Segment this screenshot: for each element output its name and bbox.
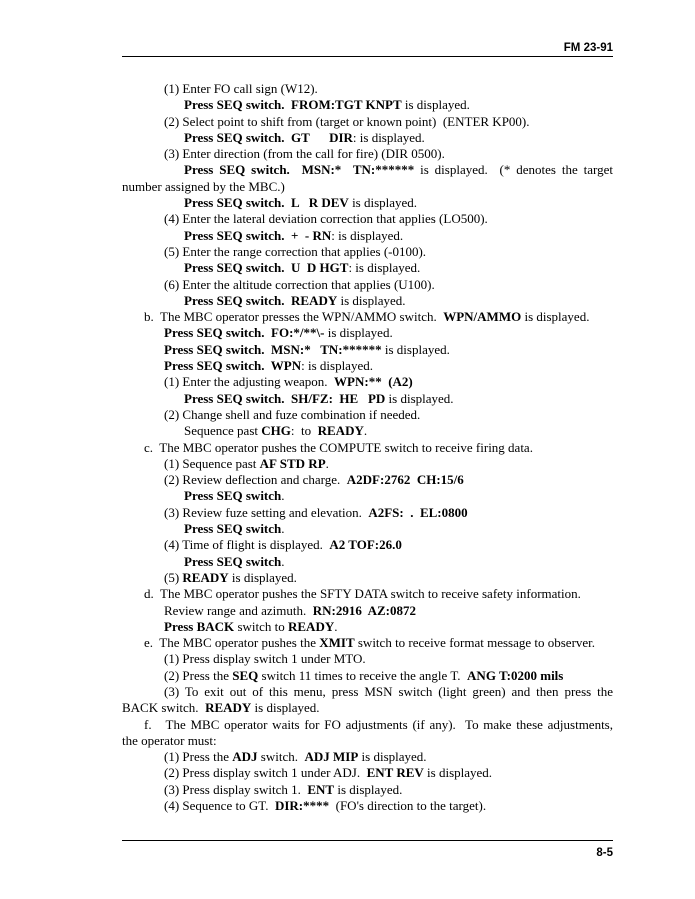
text-run: .: [281, 553, 285, 569]
text-line: [122, 554, 613, 570]
text-line: [122, 733, 613, 749]
bold-text: Press SEQ switch. L R DEV: [184, 195, 349, 211]
bold-text: Press SEQ switch. MSN:* TN:******: [164, 341, 382, 357]
text-line: [122, 325, 613, 341]
text-line: [122, 472, 613, 488]
text-line: [122, 342, 613, 358]
text-line: [122, 195, 613, 211]
text-run: (4) Time of flight is displayed.: [164, 537, 330, 553]
text-line: [122, 765, 613, 781]
text-line: [122, 374, 613, 390]
bold-text: Press SEQ switch. WPN: [164, 358, 302, 374]
text-run: switch 11 times to receive the angle T.: [258, 667, 468, 683]
text-line: [122, 537, 613, 553]
text-line: [122, 260, 613, 276]
text-run: (4) Sequence to GT.: [164, 798, 275, 814]
text-run: (1) Press the: [164, 749, 233, 765]
text-run: (4) Enter the lateral deviation correction that applies (LO500).: [164, 211, 488, 227]
text-line: [122, 586, 613, 602]
text-run: .: [281, 488, 285, 504]
text-run: : is displayed.: [301, 358, 373, 374]
text-line: [122, 162, 613, 178]
text-run: Sequence past: [184, 423, 262, 439]
text-line: [122, 97, 613, 113]
text-run: is displayed.: [381, 341, 450, 357]
bold-text: READY: [317, 423, 364, 439]
bold-text: ADJ MIP: [304, 749, 359, 765]
text-run: (1) Press display switch 1 under MTO.: [164, 651, 366, 667]
text-line: [122, 114, 613, 130]
text-run: number assigned by the MBC.): [122, 178, 285, 194]
text-run: (2) Review deflection and charge.: [164, 472, 347, 488]
text-run: is displayed.: [385, 390, 454, 406]
bold-text: Press SEQ switch. FO:*/**\-: [164, 325, 325, 341]
text-line: [122, 651, 613, 667]
text-run: is displayed.: [324, 325, 393, 341]
text-line: [122, 488, 613, 504]
bold-text: Press SEQ switch. GT DIR: [184, 129, 353, 145]
page-number: 8-5: [596, 847, 613, 859]
text-line: [122, 358, 613, 374]
text-run: Review range and azimuth.: [164, 602, 313, 618]
bold-text: READY: [182, 569, 229, 585]
text-run: is displayed.: [251, 700, 320, 716]
bold-text: CHG: [261, 423, 291, 439]
text-line: [122, 603, 613, 619]
bold-text: Press SEQ switch: [184, 553, 282, 569]
text-run: .: [281, 521, 285, 537]
bold-text: Press SEQ switch. + - RN: [184, 227, 332, 243]
bold-text: WPN:** (A2): [334, 374, 413, 390]
text-run: (1) Sequence past: [164, 455, 260, 471]
text-line: [122, 407, 613, 423]
bold-text: ANG T:0200 mils: [467, 667, 564, 683]
text-line: [122, 179, 613, 195]
document-id: FM 23-91: [563, 42, 613, 54]
text-run: : is displayed.: [348, 260, 421, 276]
bold-text: ADJ: [232, 749, 258, 765]
bold-text: Press SEQ switch. READY: [184, 292, 338, 308]
bold-text: Press SEQ switch. SH/FZ: HE PD: [184, 390, 386, 406]
header-rule: [122, 56, 613, 57]
bold-text: WPN/AMMO: [443, 309, 522, 325]
bold-text: Press SEQ switch. U D HGT: [184, 260, 349, 276]
text-line: [122, 684, 613, 700]
text-run: is displayed.: [521, 309, 590, 325]
text-run: f. The MBC operator waits for FO adjustments (if any). To make these adjustments,: [144, 716, 613, 732]
text-line: [122, 423, 613, 439]
text-line: [122, 798, 613, 814]
bold-text: ENT REV: [366, 765, 424, 781]
bold-text: READY: [205, 700, 252, 716]
text-line: [122, 782, 613, 798]
bold-text: Press BACK: [164, 618, 235, 634]
text-line: [122, 456, 613, 472]
bold-text: AF STD RP: [259, 455, 326, 471]
text-run: is displayed. (* denotes the target: [414, 162, 613, 178]
bold-text: Press SEQ switch: [184, 488, 282, 504]
text-run: (5) Enter the range correction that applies (-0100).: [164, 243, 427, 259]
text-line: [122, 570, 613, 586]
bold-text: A2FS: . EL:0800: [368, 504, 468, 520]
text-line: [122, 130, 613, 146]
text-line: [122, 700, 613, 716]
bold-text: READY: [288, 618, 335, 634]
text-run: (1) Enter FO call sign (W12).: [164, 81, 318, 96]
text-run: .: [363, 423, 368, 439]
bold-text: Press SEQ switch. MSN:* TN:******: [184, 162, 415, 178]
text-run: b. The MBC operator presses the WPN/AMMO switch.: [144, 309, 444, 325]
text-run: switch to receive format message to observer.: [354, 635, 596, 651]
text-line: [122, 309, 613, 325]
text-run: c. The MBC operator pushes the COMPUTE switch to receive firing data.: [144, 439, 533, 455]
text-line: [122, 619, 613, 635]
text-run: (1) Enter the adjusting weapon.: [164, 374, 335, 390]
text-run: (6) Enter the altitude correction that applies (U100).: [164, 276, 435, 292]
text-line: [122, 293, 613, 309]
page-body: [122, 81, 613, 814]
text-run: (2) Press the: [164, 667, 233, 683]
text-run: is displayed.: [334, 781, 403, 797]
text-run: (2) Change shell and fuze combination if needed.: [164, 406, 421, 422]
text-run: the operator must:: [122, 732, 217, 748]
text-run: switch to: [234, 618, 288, 634]
text-run: is displayed.: [348, 195, 418, 211]
text-run: : is displayed.: [331, 227, 404, 243]
bold-text: DIR:****: [274, 798, 330, 814]
text-run: (5): [164, 569, 183, 585]
text-run: e. The MBC operator pushes the: [144, 635, 320, 651]
text-line: [122, 717, 613, 733]
text-run: (3) Review fuze setting and elevation.: [164, 504, 369, 520]
text-run: (3) Press display switch 1.: [164, 781, 308, 797]
text-run: (3) Enter direction (from the call for fire) (DIR 0500).: [164, 146, 445, 162]
text-run: (3) To exit out of this menu, press MSN switch (light green) and then press the: [164, 683, 613, 699]
text-run: is displayed.: [337, 292, 406, 308]
text-line: [122, 521, 613, 537]
text-run: (2) Press display switch 1 under ADJ.: [164, 765, 367, 781]
text-run: : is displayed.: [352, 129, 425, 145]
text-run: is displayed.: [401, 97, 470, 113]
text-line: [122, 635, 613, 651]
bold-text: Press SEQ switch: [184, 521, 282, 537]
text-line: [122, 440, 613, 456]
bold-text: RN:2916 AZ:0872: [312, 602, 417, 618]
text-line: [122, 749, 613, 765]
text-line: [122, 505, 613, 521]
text-line: [122, 146, 613, 162]
footer-rule: [122, 840, 613, 841]
bold-text: ENT: [307, 781, 335, 797]
text-run: (2) Select point to shift from (target or known point) (ENTER KP00).: [164, 113, 530, 129]
bold-text: A2 TOF:26.0: [329, 537, 402, 553]
text-line: [122, 211, 613, 227]
text-run: .: [334, 618, 338, 634]
bold-text: Press SEQ switch. FROM:TGT KNPT: [184, 97, 402, 113]
text-run: (FO's direction to the target).: [329, 798, 487, 814]
text-run: : to: [290, 423, 318, 439]
text-run: BACK switch.: [122, 700, 206, 716]
text-line: [122, 668, 613, 684]
text-run: switch.: [257, 749, 305, 765]
text-line: [122, 81, 613, 97]
text-run: is displayed.: [358, 749, 427, 765]
bold-text: SEQ: [232, 667, 259, 683]
text-line: [122, 228, 613, 244]
text-run: .: [325, 455, 329, 471]
text-run: is displayed.: [423, 765, 493, 781]
bold-text: XMIT: [319, 635, 355, 651]
text-line: [122, 391, 613, 407]
text-run: is displayed.: [228, 569, 297, 585]
text-line: [122, 244, 613, 260]
bold-text: A2DF:2762 CH:15/6: [346, 472, 464, 488]
text-line: [122, 277, 613, 293]
text-run: d. The MBC operator pushes the SFTY DATA switch to receive safety information.: [144, 586, 581, 602]
